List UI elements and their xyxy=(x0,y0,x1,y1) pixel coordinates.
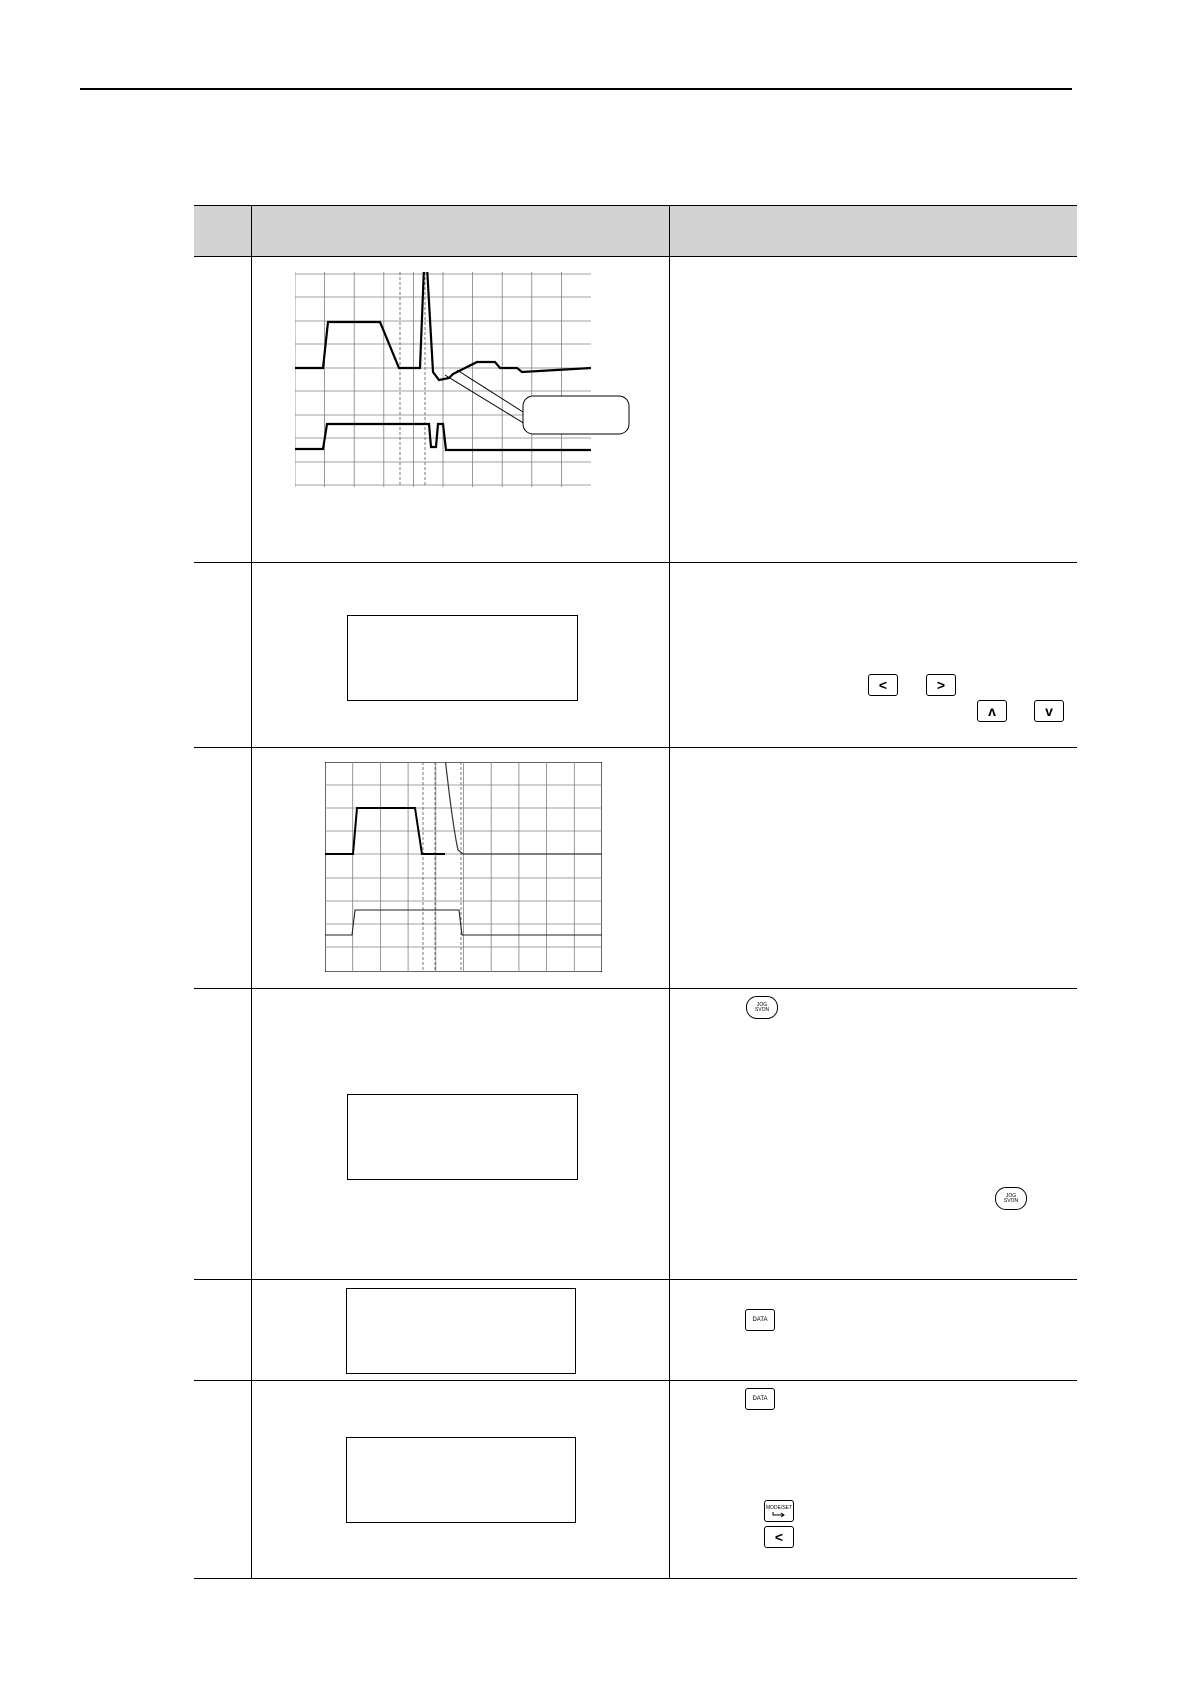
data-key-label: DATA xyxy=(752,1317,768,1323)
chevron-right-icon: > xyxy=(936,677,946,693)
up-arrow-key[interactable] xyxy=(977,700,1007,722)
callout-bubble xyxy=(523,396,629,434)
jog-label: JOG xyxy=(756,1001,768,1008)
column-divider-display xyxy=(669,205,670,1579)
mode-set-label: MODE/SET xyxy=(765,1504,793,1511)
data-key[interactable] xyxy=(745,1388,775,1410)
chevron-down-icon: v xyxy=(1045,703,1053,719)
data-key[interactable] xyxy=(745,1309,775,1331)
row-divider xyxy=(194,562,1077,563)
waveform-plot-1 xyxy=(295,272,635,487)
svon-label: SVON xyxy=(1003,1197,1019,1204)
table-header xyxy=(194,205,1077,256)
down-arrow-key[interactable] xyxy=(1034,700,1064,722)
chevron-left-icon: < xyxy=(878,677,888,693)
table-top-border xyxy=(194,205,1077,206)
header-bottom-border xyxy=(194,256,1077,257)
column-divider-step xyxy=(251,205,252,1579)
chevron-left-icon: < xyxy=(774,1529,784,1545)
row-divider xyxy=(194,1279,1077,1280)
return-arrow-icon xyxy=(772,1511,786,1517)
row-divider xyxy=(194,747,1077,748)
panel-display-1 xyxy=(347,615,578,701)
waveform-plot-2 xyxy=(325,762,602,972)
panel-display-4 xyxy=(346,1437,576,1523)
svon-label: SVON xyxy=(754,1006,770,1013)
left-arrow-key[interactable] xyxy=(868,674,898,696)
panel-display-3 xyxy=(346,1288,576,1374)
mode-set-key[interactable] xyxy=(764,1500,794,1522)
chevron-up-icon: ʌ xyxy=(988,703,996,719)
panel-display-2 xyxy=(347,1094,578,1180)
jog-svon-key[interactable] xyxy=(995,1187,1027,1210)
data-key-label: DATA xyxy=(752,1396,768,1402)
row-divider xyxy=(194,1380,1077,1381)
page-top-rule xyxy=(80,88,1072,90)
left-arrow-key[interactable] xyxy=(764,1526,794,1548)
row-divider xyxy=(194,988,1077,989)
jog-label: JOG xyxy=(1005,1192,1017,1199)
right-arrow-key[interactable] xyxy=(926,674,956,696)
jog-svon-key[interactable] xyxy=(746,996,778,1019)
table-bottom-border xyxy=(194,1578,1077,1579)
